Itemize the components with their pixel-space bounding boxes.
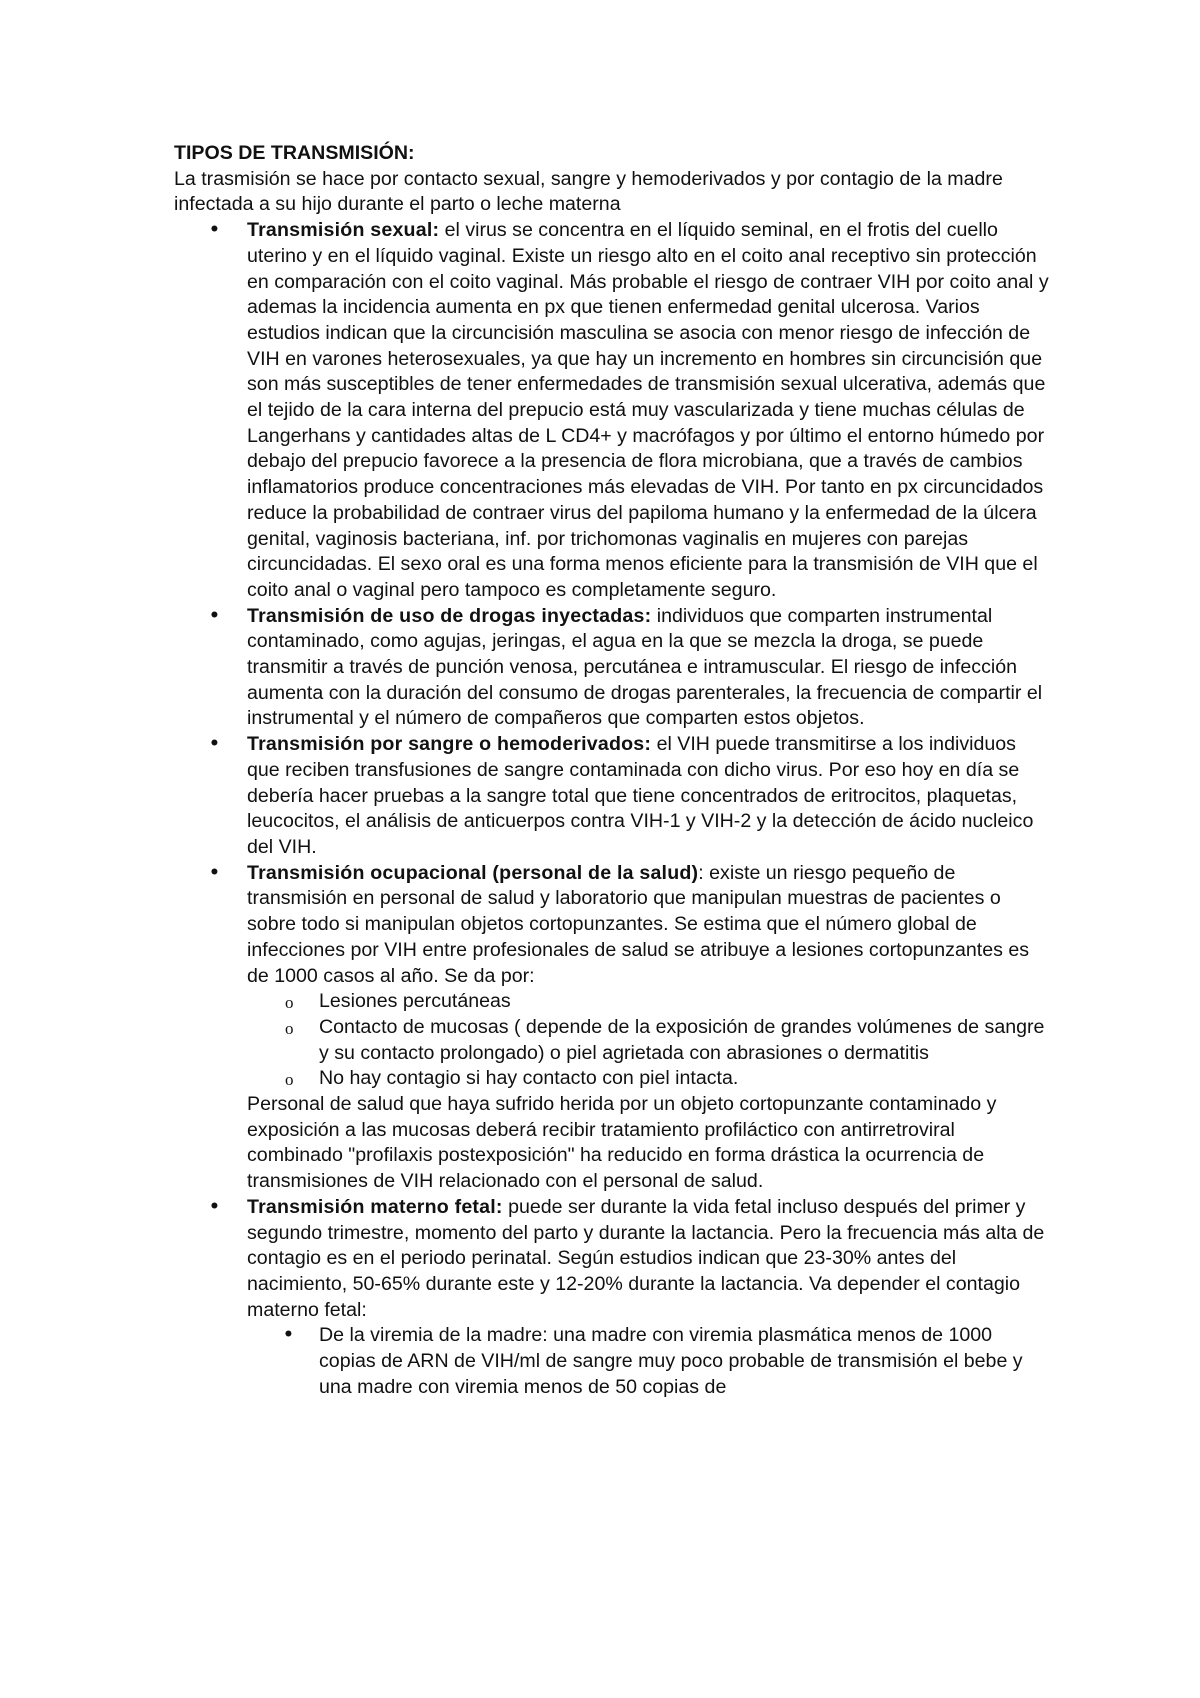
item-heading: Transmisión materno fetal: (247, 1195, 503, 1218)
bullet-icon: • (283, 1325, 294, 1346)
sub-list-item (247, 1066, 1054, 1092)
item-heading: Transmisión por sangre o hemoderivados: (247, 733, 652, 756)
list-item-ocupacional (174, 861, 1054, 1195)
list-item-sangre (174, 732, 1054, 861)
item-heading: Transmisión de uso de drogas inyectadas: (247, 604, 652, 627)
list-item-drogas (174, 604, 1054, 733)
section-title: TIPOS DE TRANSMISIÓN: (174, 142, 415, 164)
sub-list-item (247, 1015, 1054, 1066)
item-text: : existe un riesgo pequeño de transmisión en personal de salud y laboratorio que manipulan muestras de pacientes o sobre todo si manipulan objetos cortopunzantes. Se estima que el número global de infecciones por VIH entre profesionales de salud se atribuye a lesiones cortopunzantes es de 1000 casos al año. Se da por: (247, 861, 1030, 987)
document-body (174, 141, 1054, 1400)
bullet-icon: • (209, 1196, 220, 1217)
item-heading: Transmisión ocupacional (personal de la salud) (247, 861, 699, 884)
item-text: individuos que comparten instrumental contaminado, como agujas, jeringas, el agua en la que se mezcla la droga, se puede transmitir a través de punción venosa, percutánea e intramuscular. El riesgo de infección aumenta con la duración del consumo de drogas parenterales, la frecuencia de compartir el instrumental y el número de compañeros que comparten estos objetos. (247, 604, 1043, 730)
item-text: el VIH puede transmitirse a los individuos que reciben transfusiones de sangre contaminada con dicho virus. Por eso hoy en día se debería hacer pruebas a la sangre total que tiene concentrados de eritrocitos, plaquetas, leucocitos, el análisis de anticuerpos contra VIH-1 y VIH-2 y la detección de ácido nucleico del VIH. (247, 733, 1034, 858)
circle-bullet-icon: o (285, 1070, 294, 1090)
intro-paragraph: La trasmisión se hace por contacto sexual, sangre y hemoderivados y por contagio de la madre infectada a su hijo durante el parto o leche materna (174, 167, 1003, 216)
sub-bullet-item (247, 1323, 1054, 1400)
bullet-icon: • (209, 734, 220, 755)
circle-bullet-icon: o (285, 993, 294, 1013)
bullet-icon: • (209, 605, 220, 626)
item-text: el virus se concentra en el líquido seminal, en el frotis del cuello uterino y en el líquido vaginal. Existe un riesgo alto en el coito anal receptivo sin protección en comparación con el coito vaginal. Más probable el riesgo de contraer VIH por coito anal y ademas la incidencia aumenta en px que tienen enfermedad genital ulcerosa. Varios estudios indican que la circuncisión masculina se asocia con menor riesgo de infección de VIH en varones heterosexuales, ya que hay un incremento en hombres sin circuncisión que son más susceptibles de tener enfermedades de transmisión sexual ulcerativa, además que el tejido de la cara interna del prepucio está muy vascularizada y tiene muchas células de Langerhans y cantidades altas de L CD4+ y macrófagos y por último el entorno húmedo por debajo del prepucio favorece a la presencia de flora microbiana, que a través de cambios inflamatorios produce concentraciones más elevadas de VIH. Por tanto en px circuncidados reduce la probabilidad de contraer virus del papiloma humano y la enfermedad de la úlcera genital, vaginosis bacteriana, inf. por trichomonas vaginalis en mujeres con parejas circuncidadas. El sexo oral es una forma menos eficiente para la transmisión de VIH que el coito anal o vaginal pero tampoco es completamente seguro. (247, 219, 1049, 601)
list-item-sexual (174, 218, 1054, 604)
note-paragraph: Personal de salud que haya sufrido herida por un objeto cortopunzante contaminado y exposición a las mucosas deberá recibir tratamiento profiláctico con antirretroviral combinado "profilaxis postexposición" ha reducido en forma drástica la ocurrencia de transmisiones de VIH relacionado con el personal de salud. (247, 1093, 997, 1193)
item-text: puede ser durante la vida fetal incluso después del primer y segundo trimestre, momento del parto y durante la lactancia. Pero la frecuencia más alta de contagio es en el periodo perinatal. Según estudios indican que 23-30% antes del nacimiento, 50-65% durante este y 12-20% durante la lactancia. Va depender el contagio materno fetal: (247, 1195, 1045, 1321)
circle-bullet-icon: o (285, 1018, 294, 1038)
bullet-icon: • (209, 862, 220, 883)
item-heading: Transmisión sexual: (247, 219, 440, 242)
sub-bullet-list (247, 1323, 1054, 1400)
sub-list-item (247, 989, 1054, 1015)
sub-list (247, 989, 1054, 1092)
transmission-list (174, 218, 1054, 1400)
sub-item-text: No hay contagio si hay contacto con piel intacta. (319, 1067, 739, 1090)
bullet-icon: • (209, 220, 220, 241)
sub-item-text: Contacto de mucosas ( depende de la exposición de grandes volúmenes de sangre y su contacto prolongado) o piel agrietada con abrasiones o dermatitis (319, 1015, 1045, 1064)
list-item-materno-fetal (174, 1195, 1054, 1401)
sub-bullet-text: De la viremia de la madre: una madre con viremia plasmática menos de 1000 copias de ARN de VIH/ml de sangre muy poco probable de transmisión el bebe y una madre con viremia menos de 50 copias de (319, 1324, 1023, 1398)
sub-item-text: Lesiones percutáneas (319, 990, 511, 1013)
